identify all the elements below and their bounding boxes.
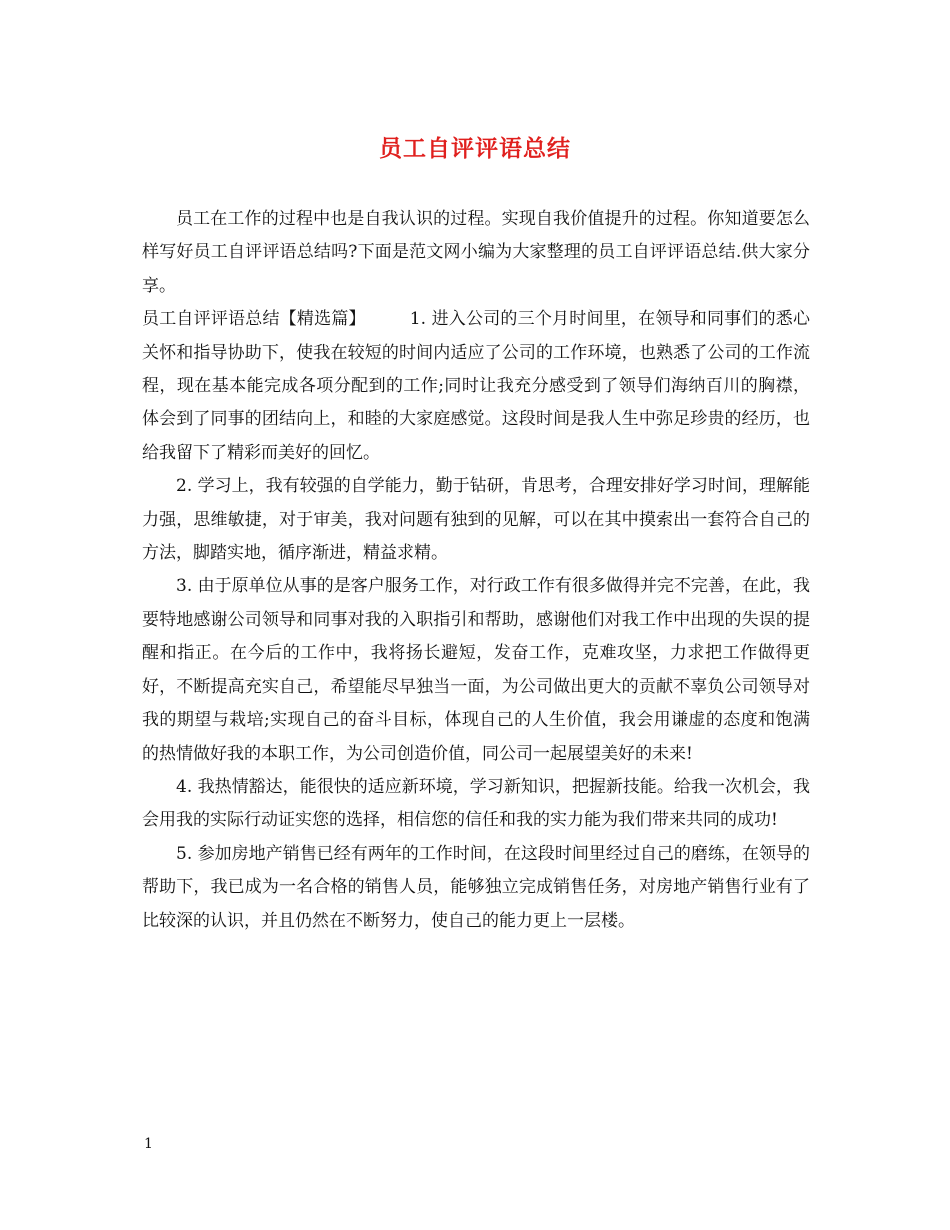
item-1-text: 1. 进入公司的三个月时间里，在领导和同事们的悉心关怀和指导协助下，使我在较短的时间内适应了公司的工作环境，也熟悉了公司的工作流程，现在基本能完成各项分配到的工作;同时让我充分感受到了领导们海纳百川的胸襟，体会到了同事的团结向上，和睦的大家庭感觉。这段时间是我人生中弥足珍贵的经历，也给我留下了精彩而美好的回忆。 (142, 309, 811, 463)
document-title: 员工自评评语总结 (379, 135, 571, 162)
item-4-paragraph: 4. 我热情豁达，能很快的适应新环境，学习新知识，把握新技能。给我一次机会，我会用我的实际行动证实您的选择，相信您的信任和我的实力能为我们带来共同的成功! (142, 776, 810, 831)
first-item-paragraph (142, 303, 810, 470)
document-body (142, 203, 810, 938)
intro-paragraph: 员工在工作的过程中也是自我认识的过程。实现自我价值提升的过程。你知道要怎么样写好员工自评评语总结吗?下面是范文网小编为大家整理的员工自评评语总结.供大家分享。 (142, 209, 810, 296)
item-5-paragraph: 5. 参加房地产销售已经有两年的工作时间，在这段时间里经过自己的磨练，在领导的帮助下，我已成为一名合格的销售人员，能够独立完成销售任务，对房地产销售行业有了比较深的认识，并且仍然在不断努力，使自己的能力更上一层楼。 (142, 843, 810, 931)
section-heading: 员工自评评语总结【精选篇】 (142, 309, 366, 330)
page-number: 1 (144, 1136, 153, 1152)
item-2-paragraph: 2. 学习上，我有较强的自学能力，勤于钻研，肯思考，合理安排好学习时间，理解能力强，思维敏捷，对于审美，我对问题有独到的见解，可以在其中摸索出一套符合自己的方法，脚踏实地，循序渐进，精益求精。 (142, 476, 810, 564)
item-3-paragraph: 3. 由于原单位从事的是客户服务工作，对行政工作有很多做得并完不完善，在此，我要特地感谢公司领导和同事对我的入职指引和帮助，感谢他们对我工作中出现的失误的提醒和指正。在今后的工作中，我将扬长避短，发奋工作，克难攻坚，力求把工作做得更好，不断提高充实自己，希望能尽早独当一面，为公司做出更大的贡献不辜负公司领导对我的期望与栽培;实现自己的奋斗目标，体现自己的人生价值，我会用谦虚的态度和饱满的热情做好我的本职工作，为公司创造价值，同公司一起展望美好的未来! (142, 576, 810, 764)
